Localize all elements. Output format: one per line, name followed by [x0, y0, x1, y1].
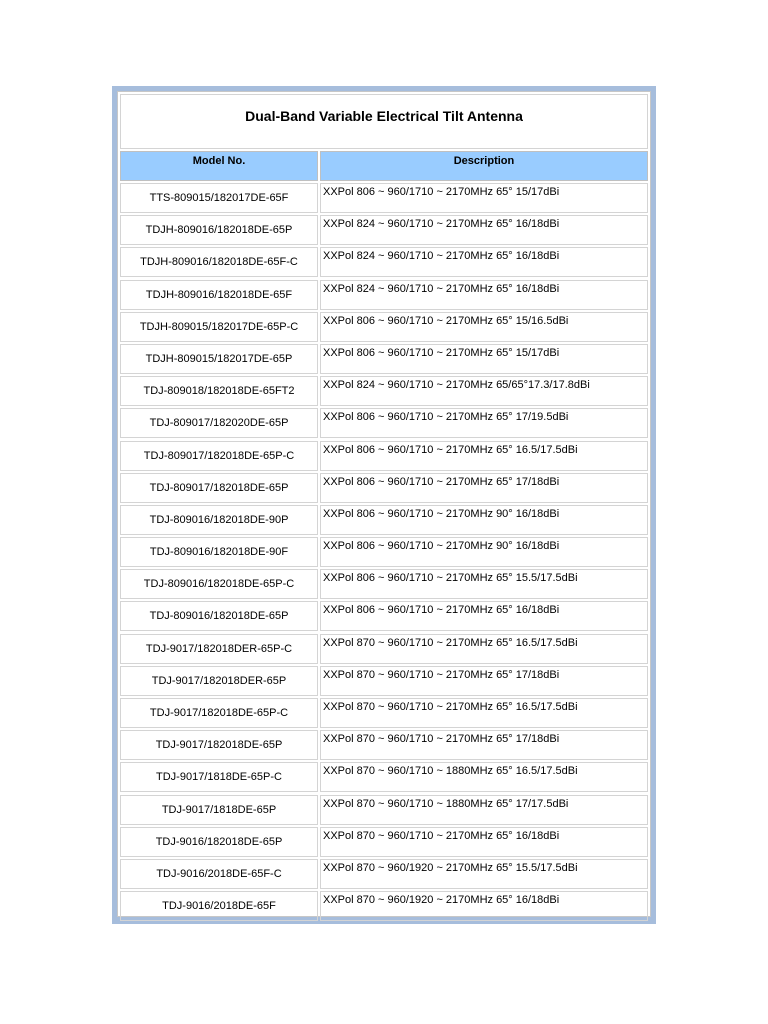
- model-number-cell: TDJ-809016/182018DE-90P: [120, 505, 318, 535]
- description-cell: XXPol 806 ~ 960/1710 ~ 2170MHz 65° 17/19.5dBi: [320, 408, 648, 438]
- table-title-cell: [120, 94, 648, 149]
- table-row: [120, 408, 648, 438]
- description-cell: XXPol 870 ~ 960/1710 ~ 2170MHz 65° 16/18dBi: [320, 827, 648, 857]
- description-cell: XXPol 870 ~ 960/1710 ~ 2170MHz 65° 17/18dBi: [320, 730, 648, 760]
- table-row: [120, 859, 648, 889]
- table-row: [120, 183, 648, 213]
- model-number-cell: TDJ-9017/182018DER-65P: [120, 666, 318, 696]
- description-cell: XXPol 824 ~ 960/1710 ~ 2170MHz 65° 16/18dBi: [320, 247, 648, 277]
- table-row: [120, 473, 648, 503]
- model-number-cell: TDJH-809015/182017DE-65P: [120, 344, 318, 374]
- description-cell: XXPol 870 ~ 960/1710 ~ 1880MHz 65° 16.5/17.5dBi: [320, 762, 648, 792]
- column-header-model: Model No.: [120, 151, 318, 181]
- table-row: [120, 247, 648, 277]
- table-row: [120, 891, 648, 921]
- table-row: [120, 698, 648, 728]
- model-number-cell: TDJ-9017/182018DER-65P-C: [120, 634, 318, 664]
- description-cell: XXPol 806 ~ 960/1710 ~ 2170MHz 65° 15.5/17.5dBi: [320, 569, 648, 599]
- model-number-cell: TDJ-809018/182018DE-65FT2: [120, 376, 318, 406]
- description-cell: XXPol 824 ~ 960/1710 ~ 2170MHz 65° 16/18dBi: [320, 215, 648, 245]
- table-row: [120, 730, 648, 760]
- table-row: [120, 344, 648, 374]
- table-row: [120, 215, 648, 245]
- table-header-row: [120, 151, 648, 181]
- table-row: [120, 505, 648, 535]
- model-number-cell: TDJ-809017/182018DE-65P: [120, 473, 318, 503]
- description-cell: XXPol 806 ~ 960/1710 ~ 2170MHz 65° 16/18dBi: [320, 601, 648, 631]
- description-cell: XXPol 806 ~ 960/1710 ~ 2170MHz 65° 15/17dBi: [320, 183, 648, 213]
- table-row: [120, 601, 648, 631]
- model-number-cell: TDJ-9017/1818DE-65P-C: [120, 762, 318, 792]
- model-number-cell: TTS-809015/182017DE-65F: [120, 183, 318, 213]
- model-number-cell: TDJ-809017/182018DE-65P-C: [120, 441, 318, 471]
- description-cell: XXPol 806 ~ 960/1710 ~ 2170MHz 90° 16/18dBi: [320, 505, 648, 535]
- table-row: [120, 569, 648, 599]
- antenna-table: [117, 91, 651, 917]
- page-frame: [112, 86, 656, 924]
- model-number-cell: TDJH-809016/182018DE-65P: [120, 215, 318, 245]
- model-number-cell: TDJH-809015/182017DE-65P-C: [120, 312, 318, 342]
- model-number-cell: TDJH-809016/182018DE-65F-C: [120, 247, 318, 277]
- table-row: [120, 634, 648, 664]
- model-number-cell: TDJ-9017/182018DE-65P: [120, 730, 318, 760]
- model-number-cell: TDJ-809016/182018DE-65P: [120, 601, 318, 631]
- table-row: [120, 762, 648, 792]
- model-number-cell: TDJ-809016/182018DE-90F: [120, 537, 318, 567]
- model-number-cell: TDJH-809016/182018DE-65F: [120, 280, 318, 310]
- table-row: [120, 537, 648, 567]
- description-cell: XXPol 824 ~ 960/1710 ~ 2170MHz 65° 16/18dBi: [320, 280, 648, 310]
- column-header-description: Description: [320, 151, 648, 181]
- table-row: [120, 666, 648, 696]
- description-cell: XXPol 806 ~ 960/1710 ~ 2170MHz 65° 16.5/17.5dBi: [320, 441, 648, 471]
- description-cell: XXPol 806 ~ 960/1710 ~ 2170MHz 65° 17/18dBi: [320, 473, 648, 503]
- description-cell: XXPol 806 ~ 960/1710 ~ 2170MHz 90° 16/18dBi: [320, 537, 648, 567]
- description-cell: XXPol 806 ~ 960/1710 ~ 2170MHz 65° 15/16.5dBi: [320, 312, 648, 342]
- table-row: [120, 280, 648, 310]
- description-cell: XXPol 870 ~ 960/1920 ~ 2170MHz 65° 15.5/17.5dBi: [320, 859, 648, 889]
- table-body: [120, 183, 648, 923]
- model-number-cell: TDJ-9017/1818DE-65P: [120, 795, 318, 825]
- table-row: [120, 795, 648, 825]
- description-cell: XXPol 870 ~ 960/1710 ~ 1880MHz 65° 17/17.5dBi: [320, 795, 648, 825]
- model-number-cell: TDJ-809016/182018DE-65P-C: [120, 569, 318, 599]
- model-number-cell: TDJ-9016/2018DE-65F-C: [120, 859, 318, 889]
- table-row: [120, 441, 648, 471]
- description-cell: XXPol 870 ~ 960/1710 ~ 2170MHz 65° 17/18dBi: [320, 666, 648, 696]
- model-number-cell: TDJ-9016/2018DE-65F: [120, 891, 318, 921]
- description-cell: XXPol 870 ~ 960/1710 ~ 2170MHz 65° 16.5/17.5dBi: [320, 634, 648, 664]
- model-number-cell: TDJ-9017/182018DE-65P-C: [120, 698, 318, 728]
- description-cell: XXPol 870 ~ 960/1920 ~ 2170MHz 65° 16/18dBi: [320, 891, 648, 921]
- model-number-cell: TDJ-809017/182020DE-65P: [120, 408, 318, 438]
- description-cell: XXPol 806 ~ 960/1710 ~ 2170MHz 65° 15/17dBi: [320, 344, 648, 374]
- description-cell: XXPol 870 ~ 960/1710 ~ 2170MHz 65° 16.5/17.5dBi: [320, 698, 648, 728]
- description-cell: XXPol 824 ~ 960/1710 ~ 2170MHz 65/65°17.3/17.8dBi: [320, 376, 648, 406]
- model-number-cell: TDJ-9016/182018DE-65P: [120, 827, 318, 857]
- table-row: [120, 827, 648, 857]
- table-row: [120, 376, 648, 406]
- page-title: Dual-Band Variable Electrical Tilt Antenna: [245, 107, 523, 124]
- table-row: [120, 312, 648, 342]
